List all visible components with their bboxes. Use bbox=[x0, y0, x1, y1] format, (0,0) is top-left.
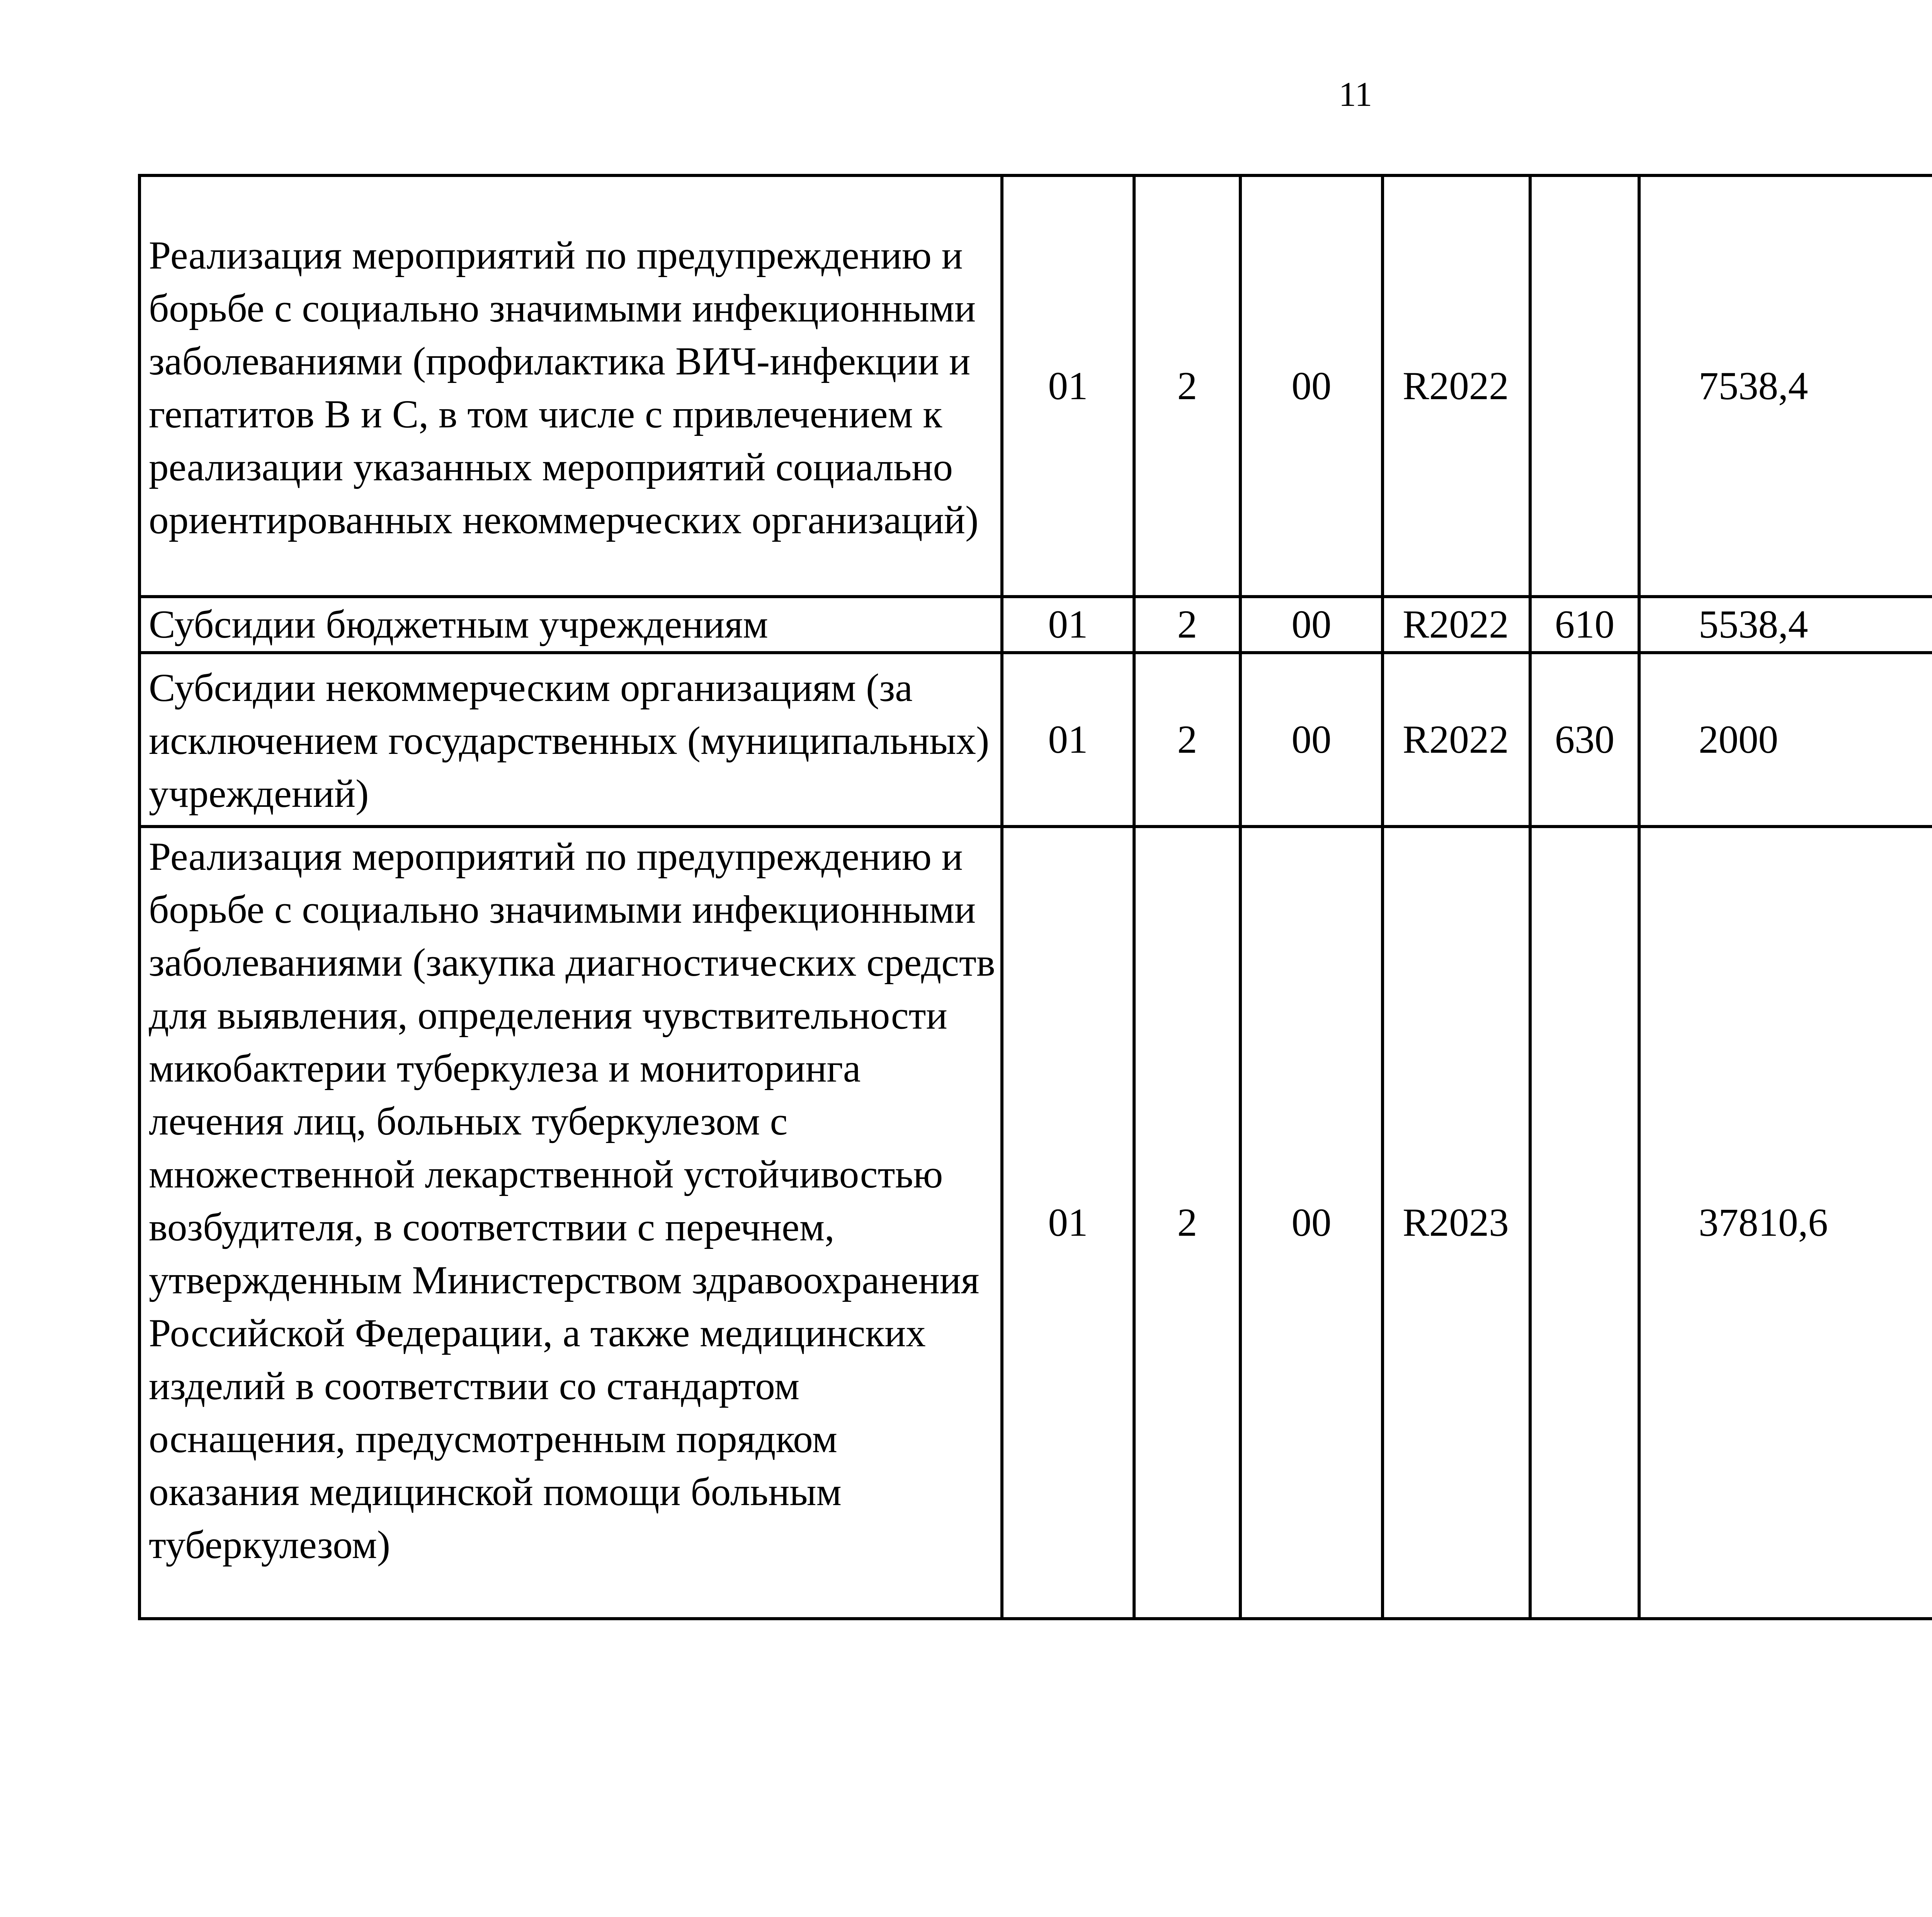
amount-year-1: 5538,4 bbox=[1639, 597, 1932, 653]
section-code: 01 bbox=[1002, 175, 1134, 597]
budget-table bbox=[138, 174, 1932, 1620]
section-code: 01 bbox=[1002, 827, 1134, 1619]
section-code: 01 bbox=[1002, 653, 1134, 827]
page-number: 11 bbox=[1338, 75, 1372, 114]
amount-year-1: 37810,6 bbox=[1639, 827, 1932, 1619]
expense-type: 610 bbox=[1530, 597, 1639, 653]
amount-year-1: 2000 bbox=[1639, 653, 1932, 827]
subprogram-code: 00 bbox=[1240, 653, 1383, 827]
expense-type bbox=[1530, 827, 1639, 1619]
program-code: 2 bbox=[1134, 653, 1240, 827]
target-code: R2022 bbox=[1383, 597, 1530, 653]
target-code: R2023 bbox=[1383, 827, 1530, 1619]
table-row bbox=[139, 175, 1932, 597]
table-row bbox=[139, 827, 1932, 1619]
section-code: 01 bbox=[1002, 597, 1134, 653]
expense-type: 630 bbox=[1530, 653, 1639, 827]
amount-year-1: 7538,4 bbox=[1639, 175, 1932, 597]
subprogram-code: 00 bbox=[1240, 827, 1383, 1619]
target-code: R2022 bbox=[1383, 175, 1530, 597]
target-code: R2022 bbox=[1383, 653, 1530, 827]
row-description: Субсидии некоммерческим организациям (за исключением государственных (муниципальных) учреждений) bbox=[139, 653, 1002, 827]
expense-type bbox=[1530, 175, 1639, 597]
program-code: 2 bbox=[1134, 175, 1240, 597]
subprogram-code: 00 bbox=[1240, 175, 1383, 597]
program-code: 2 bbox=[1134, 827, 1240, 1619]
row-description: Субсидии бюджетным учреждениям bbox=[139, 597, 1002, 653]
row-description: Реализация мероприятий по предупреждению и борьбе с социально значимыми инфекционными заболеваниями (закупка диагностических средств для выявления, определения чувствительности микобактерии туберкулеза и мониторинга лечения лиц, больных туберкулезом с множественной лекарственной устойчивостью возбудителя, в соответствии с перечнем, утвержденным Министерством здравоохранения Российской Федерации, а также медицинских изделий в соответствии со стандартом оснащения, предусмотренным порядком оказания медицинской помощи больным туберкулезом) bbox=[139, 827, 1002, 1619]
program-code: 2 bbox=[1134, 597, 1240, 653]
row-description: Реализация мероприятий по предупреждению и борьбе с социально значимыми инфекционными заболеваниями (профилактика ВИЧ-инфекции и гепатитов B и C, в том числе с привлечением к реализации указанных мероприятий социально ориентированных некоммерческих организаций) bbox=[139, 175, 1002, 597]
table-row bbox=[139, 653, 1932, 827]
table-row bbox=[139, 597, 1932, 653]
subprogram-code: 00 bbox=[1240, 597, 1383, 653]
